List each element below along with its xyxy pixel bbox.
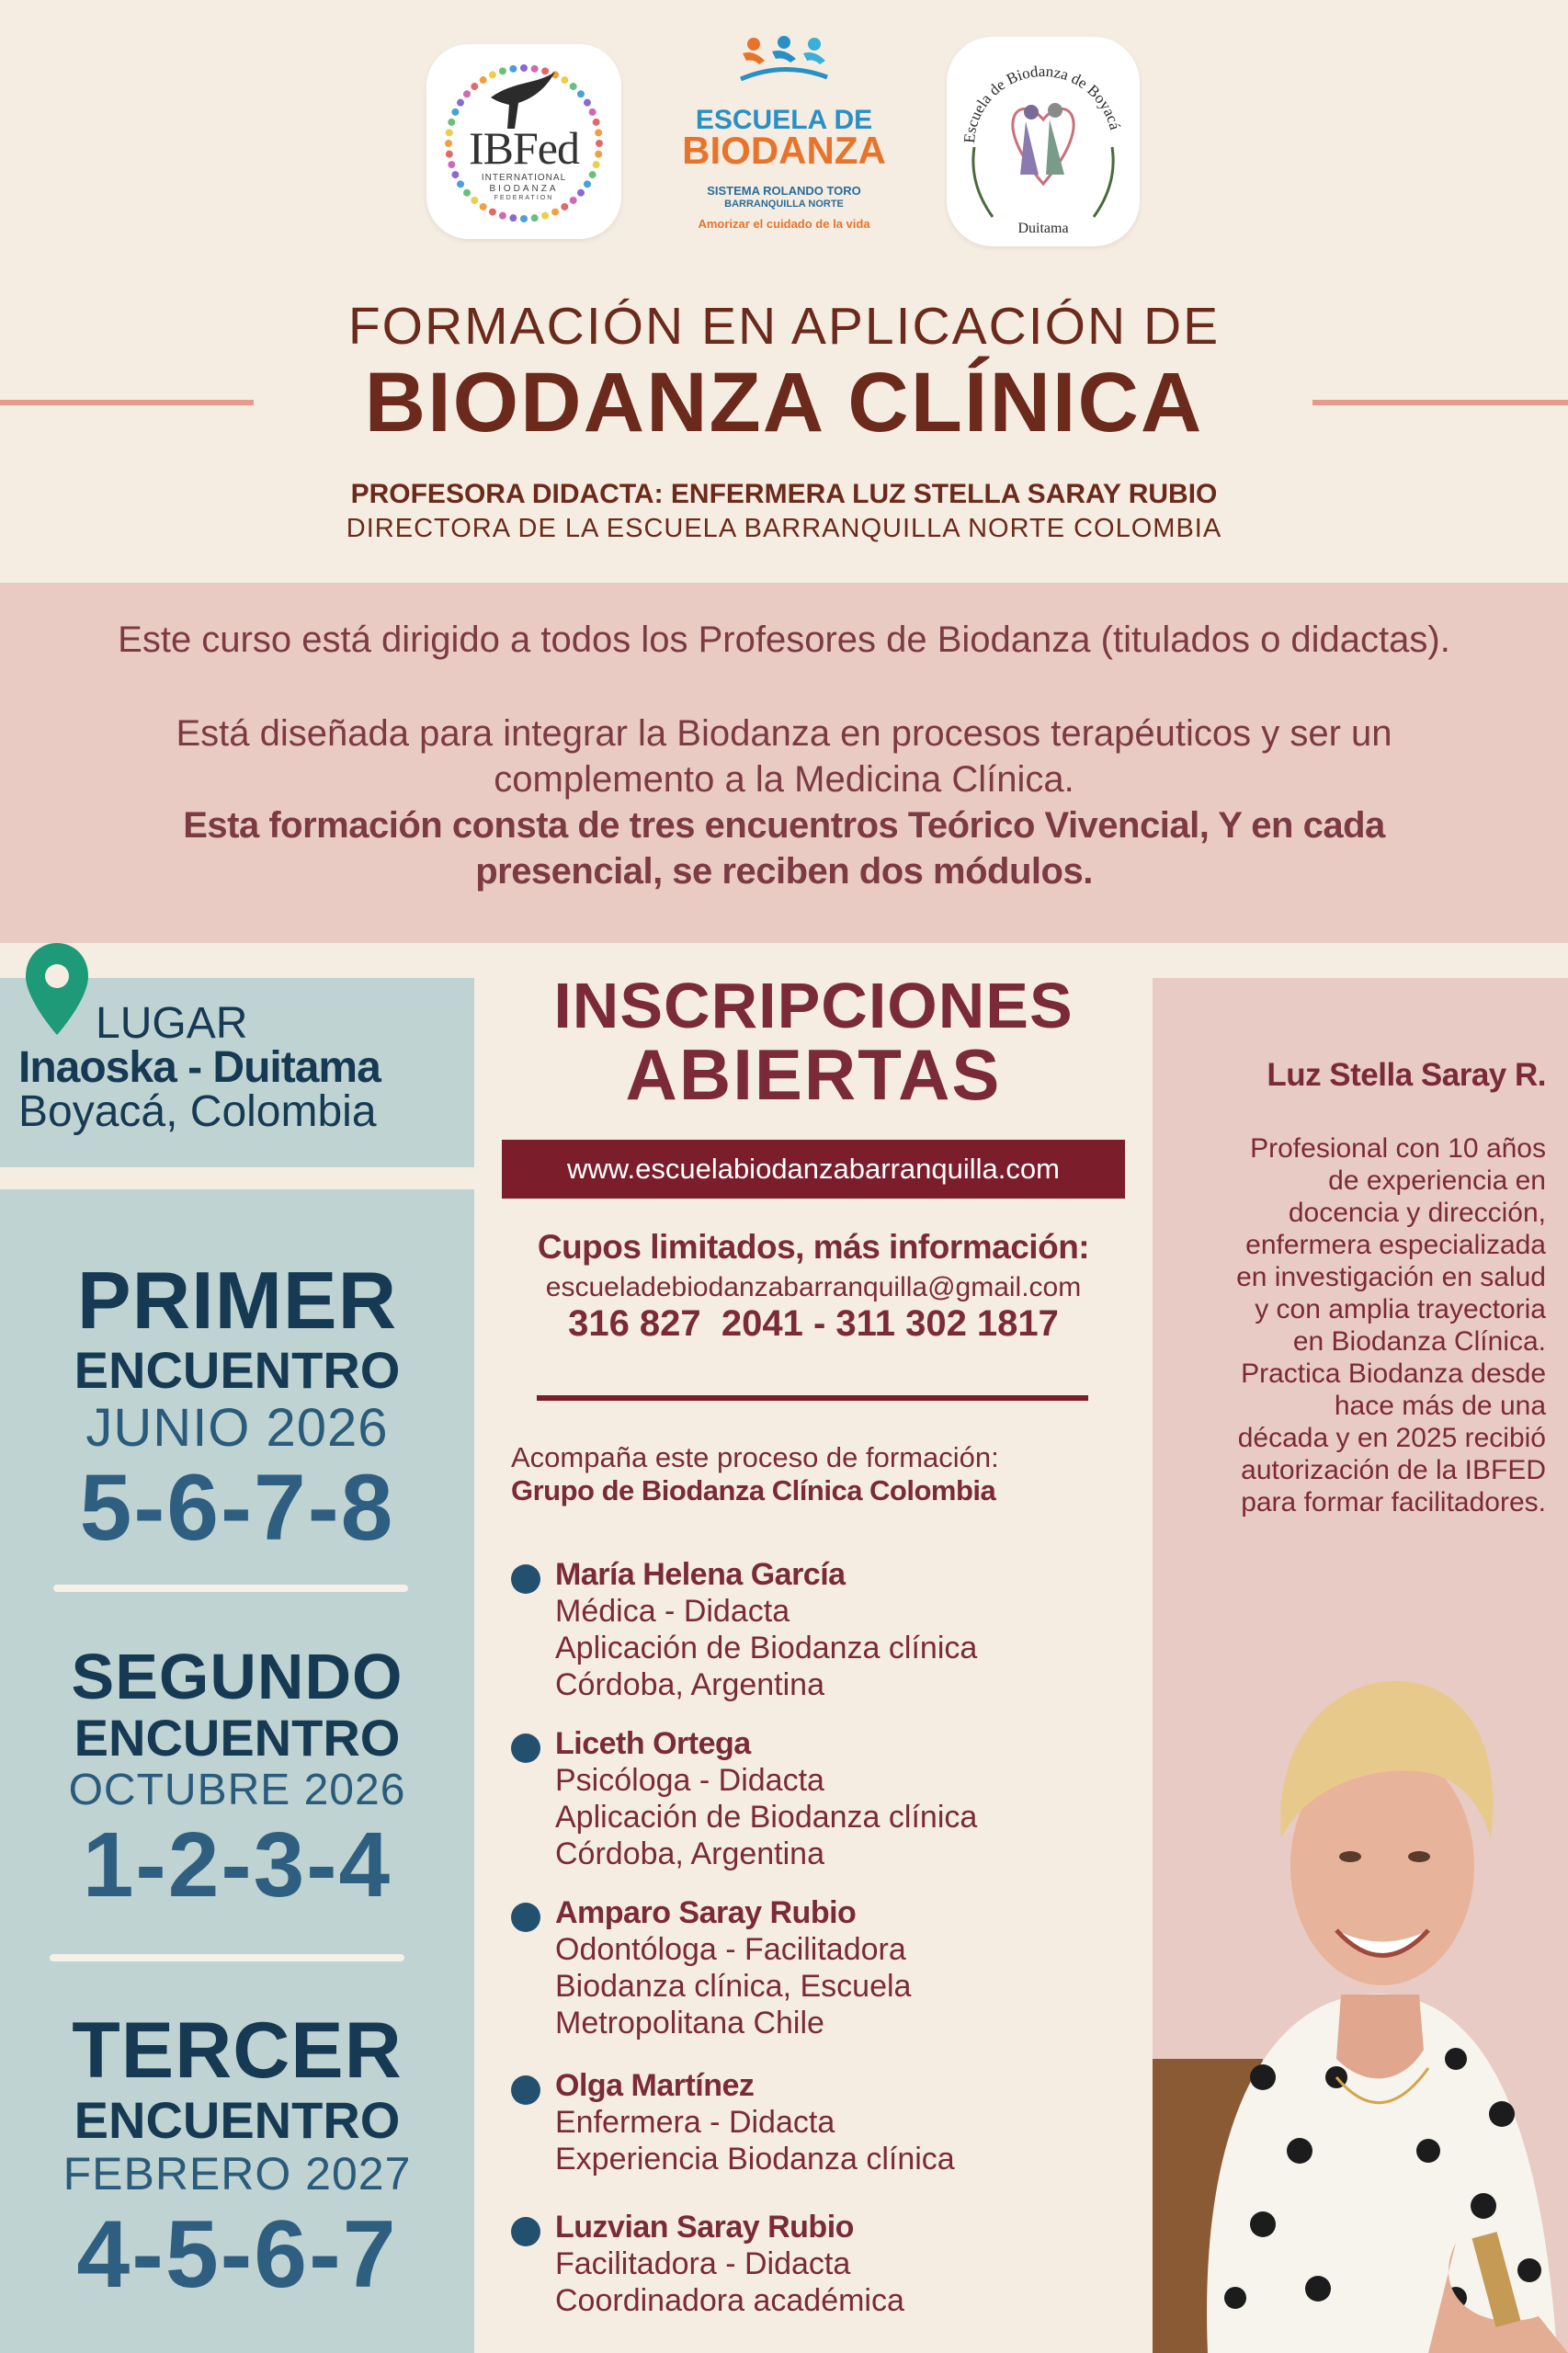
team-member-3 [511,1895,1099,2042]
member-role: Odontóloga - Facilitadora [555,1932,906,1967]
member-role: Facilitadora - Didacta [555,2246,851,2281]
member-place: Metropolitana Chile [555,2006,824,2040]
email-link[interactable]: escueladebiodanzabarranquilla@gmail.com [545,1272,1082,1302]
encounter-3-word: ENCUENTRO [74,2091,401,2149]
escuela-line5: Amorizar el cuidado de la vida [698,217,870,231]
ring-dot [570,83,577,90]
intro-line5: presencial, se reciben dos módulos. [475,851,1093,892]
member-detail: Experiencia Biodanza clínica [555,2142,955,2177]
bullet-dot-icon [511,2217,540,2246]
bio-line: en investigación en salud [1236,1262,1546,1292]
ring-dot [499,67,506,74]
team-member-5 [511,2210,1099,2320]
center-divider [537,1395,1088,1401]
member-detail: Aplicación de Biodanza clínica [555,1800,978,1835]
boyaca-logo [947,37,1140,246]
ring-dot [471,83,478,90]
boyaca-arc-text: Escuela de Biodanza de Boyacá [960,62,1124,144]
title-line2: BIODANZA CLÍNICA [364,356,1204,449]
encounter-1-month: JUNIO 2026 [85,1398,389,1458]
member-name: Olga Martínez [555,2068,755,2103]
profile-bio [1160,1132,1546,1518]
encounter-1-days: 5-6-7-8 [79,1455,395,1560]
bio-line: autorización de la IBFED [1241,1455,1546,1485]
ring-dot [520,215,528,222]
ibfed-wordmark: IBFed [469,122,579,174]
limited-seats: Cupos limitados, más información: [537,1228,1090,1266]
ring-dot [577,90,585,97]
bullet-dot-icon [511,1903,540,1932]
ibfed-sub3: FEDERATION [494,195,554,201]
ring-dot [589,108,597,116]
bio-line: enfermera especializada [1245,1230,1546,1260]
location-venue: Inaoska - Duitama [18,1043,381,1092]
team-member-4 [511,2068,1099,2178]
ibfed-sub2: BIODANZA [489,184,559,194]
boyaca-bottom: Duitama [1017,221,1069,236]
encounter-divider-1 [53,1585,408,1592]
ring-dot [457,99,464,107]
inscripciones-title: INSCRIPCIONES [553,970,1074,1041]
member-role: Enfermera - Didacta [555,2105,835,2140]
team-group: Grupo de Biodanza Clínica Colombia [511,1474,996,1506]
ring-dot [509,65,517,73]
member-name: Liceth Ortega [555,1726,751,1761]
bullet-dot-icon [511,1564,540,1594]
bio-line: Practica Biodanza desde [1241,1358,1546,1389]
bio-line: para formar facilitadores. [1241,1487,1546,1518]
encounter-divider-2 [50,1954,404,1961]
bio-line: década y en 2025 recibió [1237,1423,1546,1453]
encounter-3-ordinal: TERCER [72,2006,403,2095]
ring-dot [584,99,591,107]
ring-dot [551,209,559,216]
ring-dot [541,67,549,74]
ring-dot [531,65,539,73]
team-member-1 [511,1557,1099,1704]
escuela-line4: BARRANQUILLA NORTE [724,199,844,210]
encounter-1-ordinal: PRIMER [76,1255,398,1346]
intro-band [0,583,1568,943]
ring-dot [520,64,528,72]
location-region: Boyacá, Colombia [18,1087,377,1136]
member-name: Amparo Saray Rubio [555,1895,857,1930]
member-detail: Biodanza clínica, Escuela [555,1969,912,2004]
member-place: Córdoba, Argentina [555,1667,824,1702]
dancers-icon [733,33,835,88]
title-line1: FORMACIÓN EN APLICACIÓN DE [347,297,1221,356]
encounter-2-word: ENCUENTRO [74,1709,401,1767]
member-detail: Aplicación de Biodanza clínica [555,1631,978,1665]
bio-line: de experiencia en [1328,1165,1546,1196]
website-link[interactable]: www.escuelabiodanzabarranquilla.com [502,1140,1125,1199]
escuela-line2: BIODANZA [682,129,886,172]
ring-dot [463,90,471,97]
member-place: Córdoba, Argentina [555,1836,824,1871]
encounter-2-month: OCTUBRE 2026 [68,1766,406,1814]
bio-line: docencia y dirección, [1288,1198,1546,1228]
bio-line: hace más de una [1334,1391,1546,1421]
ring-dot [451,108,459,116]
ring-dot [499,212,506,220]
ibfed-logo [426,44,621,239]
escuela-line3: SISTEMA ROLANDO TORO [707,184,861,198]
intro-line2: Está diseñada para integrar la Biodanza en procesos terapéuticos y ser un [176,713,1392,754]
escuela-logo [664,33,904,244]
member-role: Médica - Didacta [555,1594,790,1629]
bio-line: en Biodanza Clínica. [1292,1326,1546,1357]
ring-dot [489,71,496,78]
member-role: Psicóloga - Didacta [555,1763,824,1798]
encounter-2-days: 1-2-3-4 [82,1813,392,1916]
professor: PROFESORA DIDACTA: ENFERMERA LUZ STELLA SARAY RUBIO [350,479,1218,509]
bullet-dot-icon [511,1733,540,1763]
profile-photo [1153,1563,1568,2353]
ring-dot [489,209,496,216]
member-name: Luzvian Saray Rubio [555,2210,854,2245]
encounter-3-days: 4-5-6-7 [76,2201,398,2308]
phone-numbers: 316 827 2041 - 311 302 1817 [568,1303,1059,1344]
ring-dot [509,214,517,222]
team-member-2 [511,1726,1099,1873]
team-intro: Acompaña este proceso de formación: [511,1441,999,1473]
ring-dot [480,76,487,84]
ibfed-sub1: INTERNATIONAL [481,173,567,183]
intro-line3: complemento a la Medicina Clínica. [494,759,1074,800]
encounter-3-month: FEBRERO 2027 [62,2148,412,2200]
bio-line: y con amplia trayectoria [1255,1294,1546,1324]
encounter-1-word: ENCUENTRO [74,1341,401,1399]
abiertas-title: ABIERTAS [625,1034,1002,1115]
member-name: María Helena García [555,1557,846,1592]
member-detail: Coordinadora académica [555,2283,904,2318]
location-label: LUGAR [96,999,248,1048]
director: DIRECTORA DE LA ESCUELA BARRANQUILLA NORTE COLOMBIA [346,514,1222,543]
location-pin-icon [22,939,92,1040]
bullet-dot-icon [511,2075,540,2105]
profile-name: Luz Stella Saray R. [1267,1057,1546,1093]
encounter-2-ordinal: SEGUNDO [71,1641,403,1712]
ring-dot [561,76,568,84]
ring-dot [561,203,568,210]
intro-line1: Este curso está dirigido a todos los Profesores de Biodanza (titulados o didactas). [118,620,1450,660]
ring-dot [531,214,539,222]
bio-line: Profesional con 10 años [1250,1133,1546,1164]
ring-dot [541,212,549,220]
intro-line4: Esta formación consta de tres encuentros Teórico Vivencial, Y en cada [183,805,1385,846]
escuela-line1: ESCUELA DE [695,105,873,135]
ring-dot [480,203,487,210]
boyaca-emblem [947,37,1140,246]
